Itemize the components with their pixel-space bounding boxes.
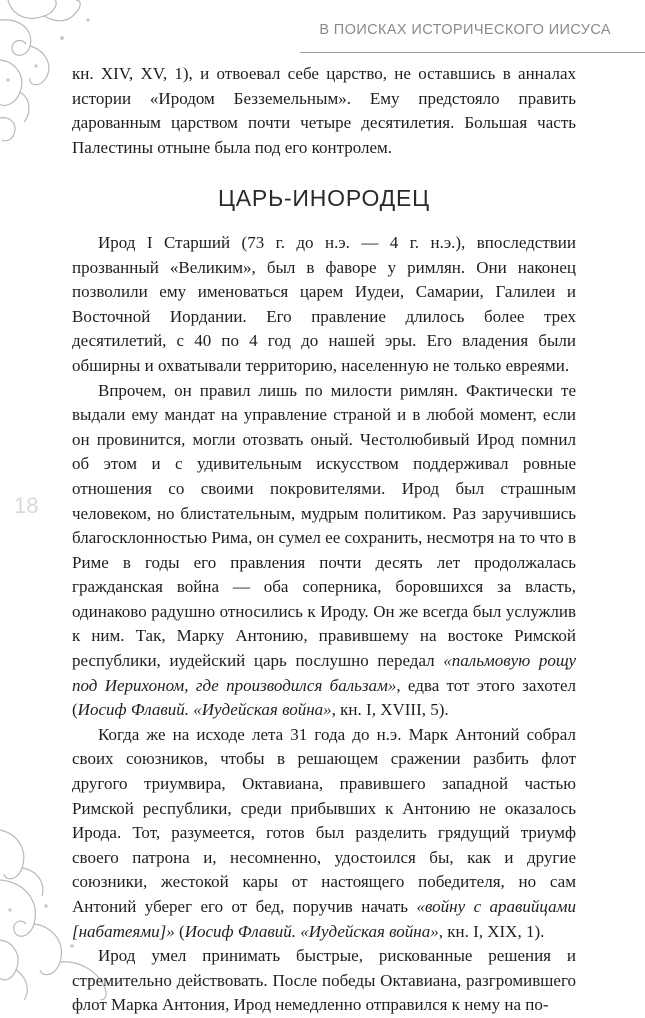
body-text [72, 62, 576, 1018]
paragraph-antony-war: Когда же на исходе лета 31 года до н.э. Марк Антоний собрал своих союзников, чтобы в решающем сражении разбить флот другого триумвира, Октавиана, правившего западной частью Римской республики, среди прибывших к Антонию не оказалось Ирода. Тот, разумеется, готов был разделить грядущий триумф своего патрона и, несомненно, удостоился бы, как и другие союзники, жестокой кары от настоящего победителя, но сам Антоний уберег его от бед, поручив начать «войну с аравийцами [набатеями]» (Иосиф Флавий. «Иудейская война», кн. I, XIX, 1). [72, 724, 576, 941]
page-number: 18 [14, 493, 39, 518]
citation-josephus: Иосиф Флавий. «Иудейская война» [77, 700, 332, 720]
paragraph-roman-favor: Впрочем, он правил лишь по милости римлян. Фактически те выдали ему мандат на управление страной и в любой момент, если он провинится, могли отозвать оный. Честолюбивый Ирод помнил об этом и с удивительным искусством поддерживал ровные отношения со своими покровителями. Ирод был страшным человеком, но блистательным, мудрым политиком. Раз заручившись благосклонностью Рима, он сумел ее сохранить, несмотря на то что в Риме в годы его правления почти десять лет продолжалась гражданская война — оба соперника, боровшихся за власть, одинаково радушно относились к Ироду. Он же всегда был услужлив к ним. Так, Марку Антонию, правившему на востоке Римской республики, иудейский царь послушно передал «пальмовую рощу под Иерихоном, где производился бальзам», едва тот этого захотел (Иосиф Флавий. «Иудейская война», кн. I, XVIII, 5). [72, 380, 576, 720]
citation-josephus: Иосиф Флавий. «Иудейская война» [184, 921, 439, 941]
quote-palm-grove: «пальмовую рощу под Иерихоном, где производился бальзам» [72, 651, 576, 695]
paragraph-quick-decisions: Ирод умел принимать быстрые, рискованные решения и стремительно действовать. После победы Октавиана, разгромившего флот Марка Антония, Ирод немедленно отправился к нему на по- [72, 946, 576, 1015]
header-rule [300, 52, 645, 53]
paragraph-continued: кн. XIV, XV, 1), и отвоевал себе царство, не оставшись в анналах истории «Иродом Безземельным». Ему предстояло править дарованным царством почти четыре десятилетия. Большая часть Палестины отныне была под его контролем. [72, 64, 576, 157]
section-title: ЦАРЬ-ИНОРОДЕЦ [217, 185, 431, 212]
quote-arabian-war: «войну с аравийцами [набатеями]» [72, 897, 576, 941]
running-header: В ПОИСКАХ ИСТОРИЧЕСКОГО ИИСУСА [319, 22, 611, 38]
paragraph-herod-intro: Ирод I Старший (73 г. до н.э. — 4 г. н.э.), впоследствии прозванный «Великим», был в фаворе у римлян. Они наконец позволили ему именоваться царем Иудеи, Самарии, Галилеи и Восточной Иордании. Его правление длилось более трех десятилетий, с 40 по 4 год до нашей эры. Его владения были обширны и охватывали территорию, населенную не только евреями. [72, 232, 576, 375]
